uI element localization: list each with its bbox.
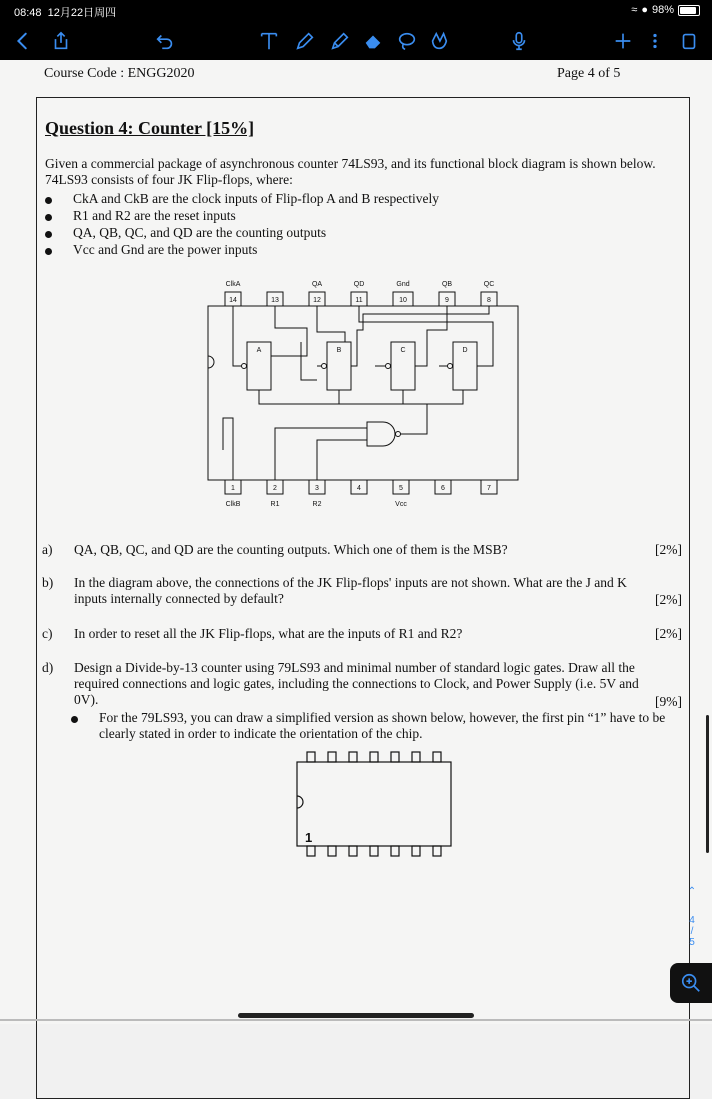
pin-label: QC [483, 281, 495, 288]
status-time: 08:48 12月22日周四 [14, 7, 117, 19]
pin-number: 7 [487, 485, 491, 492]
flipflop-label: A [256, 347, 262, 354]
more-icon[interactable] [640, 22, 670, 60]
pin-label: QA [311, 281, 323, 288]
add-icon[interactable] [608, 22, 638, 60]
pin-number: 6 [441, 485, 445, 492]
flipflop-label: C [400, 347, 406, 354]
document-page[interactable] [0, 60, 712, 1024]
pin-number: 11 [355, 297, 363, 304]
question-box: Question 4: Counter [15%] Given a commercial package of asynchronous counter 74LS93, and its functional block diagram is shown below. 74LS93 consists of four JK Flip-flops, where: CkA and CkB are the clock inputs of Flip-flop A and B respectively R1 and R2 are the reset inputs QA, QB, QC, and QD are the counting outputs Vcc and Gnd are the power inputs ClkA QA QD Gnd QB QC 14 13 12 11 10 9 8 1 2 3 4 5 6 7 ClkB R1 R2 Vcc A B C D a) QA, QB, QC, and QD are the counting outputs. Which one of them is the MSB? [2%] b) In the diagram above, the connections of the JK Flip-flops' inputs are not shown. What are the J and K inputs internally connected by default? [2%] c) In order to reset all the JK Flip-flops, what are the inputs of R1 and R2? [2%] d) Design a Divide-by-13 counter using 79LS93 and minimal number of standard logic gates. Draw all the required connections and logic gates, including the connections to Clock, and Power Supply (i.e. 5V and 0V). [9%] For the 79LS93, you can draw a simplified version as shown below, however, the first pin “1” have to be clearly stated in order to indicate the orientation of the chip. 1 [36, 97, 690, 1099]
pin-number: 13 [271, 297, 279, 304]
pin-number: 12 [313, 297, 321, 304]
pin-label: QB [441, 281, 453, 288]
pin-number: 4 [357, 485, 361, 492]
battery-icon [678, 5, 700, 16]
pin-label: QD [353, 281, 365, 288]
chip-body [297, 762, 451, 846]
pin-number: 5 [399, 485, 403, 492]
pin-number: 10 [399, 297, 407, 304]
pages-icon[interactable] [674, 22, 704, 60]
zoom-button[interactable] [670, 963, 712, 1003]
horizontal-scroll-track [0, 1019, 712, 1021]
toolbar [0, 22, 712, 60]
page-number: Page 4 of 5 [557, 66, 621, 81]
pin-number: 9 [445, 297, 449, 304]
pin-label: Gnd [396, 281, 410, 288]
status-bar [0, 0, 712, 22]
pin-label: R2 [312, 501, 322, 508]
text-tool-icon[interactable] [254, 22, 284, 60]
chip-notch [297, 796, 303, 808]
bullet-dot [45, 231, 52, 238]
bullet-dot [45, 197, 52, 204]
pen-icon[interactable] [290, 22, 320, 60]
pin-label: ClkA [225, 281, 241, 288]
chip-outline [208, 306, 518, 480]
pin-label: ClkB [225, 501, 241, 508]
lock-rotation-icon: ● [641, 4, 648, 16]
block-diagram-74ls93 [197, 270, 537, 520]
bullet-dot [45, 248, 52, 255]
pin-number: 14 [229, 297, 237, 304]
total-pages: 5 [689, 937, 695, 948]
flipflop-label: D [462, 347, 468, 354]
simplified-chip-diagram [293, 748, 457, 860]
bullet-dot [71, 716, 78, 723]
share-icon[interactable] [46, 22, 76, 60]
zoom-in-icon [680, 972, 702, 994]
wifi-icon: ≈ [631, 4, 638, 16]
microphone-icon[interactable] [504, 22, 534, 60]
course-code: Course Code : ENGG2020 [44, 66, 195, 81]
shape-icon[interactable] [424, 22, 454, 60]
current-page: 4 [689, 915, 695, 926]
lasso-icon[interactable] [392, 22, 422, 60]
back-icon[interactable] [8, 22, 38, 60]
question-intro: Given a commercial package of asynchronous counter 74LS93, and its functional block diagram is shown below. 74LS93 consists of four JK Flip-flops, where: [45, 156, 656, 187]
bullet-dot [45, 214, 52, 221]
pin-label: R1 [270, 501, 280, 508]
flipflop-label: B [336, 347, 342, 354]
pin-label: Vcc [395, 501, 407, 508]
pin-number: 3 [315, 485, 319, 492]
undo-icon[interactable] [150, 22, 180, 60]
status-right [631, 4, 700, 16]
vertical-scrollbar[interactable] [706, 715, 709, 853]
pin-number: 8 [487, 297, 491, 304]
question-title: Question 4: Counter [15%] [45, 118, 255, 138]
pin1-label: 1 [305, 830, 313, 845]
battery-percent: 98% [651, 4, 674, 16]
chip-notch [208, 356, 214, 368]
pin-number: 1 [231, 485, 235, 492]
pin-number: 2 [273, 485, 277, 492]
eraser-icon[interactable] [358, 22, 388, 60]
chevron-up-icon[interactable]: ⌃ [687, 886, 697, 897]
page-separator: / [690, 926, 694, 937]
home-indicator[interactable] [238, 1013, 474, 1018]
highlighter-icon[interactable] [325, 22, 355, 60]
